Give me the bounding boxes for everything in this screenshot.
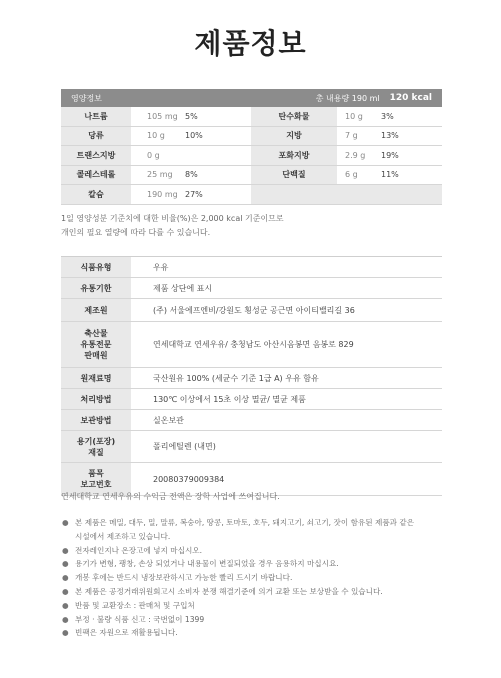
nutrient-amount: 10 g (345, 111, 363, 121)
info-value: 폴리에틸렌 (내면) (153, 442, 216, 451)
serving-size: 총 내용량 190 ml (315, 93, 380, 103)
nutrient-name: 단백질 (251, 166, 337, 185)
empty-cell-fill (251, 185, 442, 204)
list-item-text: 반품 및 교환장소 : 판매처 및 구입처 (75, 600, 195, 610)
list-item (61, 516, 451, 530)
bullet-icon: ● (62, 600, 69, 610)
notice-list (61, 516, 451, 640)
info-row (61, 431, 442, 463)
nutrient-amount: 105 mg (147, 111, 178, 121)
nutrient-percent: 13% (381, 131, 399, 141)
nutrient-name: 나트륨 (61, 107, 131, 126)
daily-value-note-line1: 1일 영양성분 기준치에 대한 비율(%)은 2,000 kcal 기준이므로 (61, 214, 284, 223)
page-title: 제품정보 (194, 27, 307, 60)
info-key: 원재료명 (61, 368, 131, 388)
nutrient-percent: 3% (381, 111, 394, 121)
list-item (61, 530, 451, 544)
list-item-text: 부정 · 불량 식품 신고 : 국번없이 1399 (75, 614, 205, 624)
bullet-icon: ● (62, 559, 69, 569)
info-row (61, 322, 442, 368)
list-item (61, 544, 451, 558)
list-item (61, 557, 451, 571)
nutrition-table (61, 89, 442, 205)
list-item-text: 시설에서 제조하고 있습니다. (75, 531, 171, 541)
info-row (61, 278, 442, 299)
nutrition-header-label: 영양정보 (71, 93, 102, 103)
info-key: 제조원 (61, 299, 131, 321)
nutrient-amount: 6 g (345, 170, 358, 180)
info-value: 제품 상단에 표시 (153, 283, 213, 293)
list-item-text: 본 제품은 메밀, 대두, 밀, 말류, 복숭아, 땅콩, 토마토, 호두, 돼지고기, 쇠고기, 잣이 함유된 제품과 같은 (75, 518, 415, 527)
info-row (61, 368, 442, 389)
nutrient-row (251, 146, 442, 166)
list-item (61, 599, 451, 613)
nutrient-amount: 0 g (147, 150, 160, 160)
info-key: 축산물 유통전문 판매원 (61, 322, 131, 367)
info-row (61, 299, 442, 322)
nutrient-percent: 8% (185, 170, 198, 180)
bullet-icon: ● (62, 545, 69, 555)
nutrient-name: 트랜스지방 (61, 146, 131, 165)
info-key: 용기(포장) 재질 (61, 431, 131, 462)
nutrient-row (61, 146, 251, 166)
nutrient-row (251, 107, 442, 127)
daily-value-note (61, 212, 284, 240)
nutrition-left-column (61, 107, 251, 205)
nutrition-header (61, 89, 442, 107)
info-row (61, 389, 442, 410)
nutrient-name: 당류 (61, 127, 131, 146)
nutrient-percent: 5% (185, 111, 198, 121)
info-row (61, 257, 442, 278)
bullet-icon: ● (62, 518, 69, 527)
nutrient-name: 지방 (251, 127, 337, 146)
nutrient-amount: 190 mg (147, 189, 178, 199)
info-row (61, 410, 442, 431)
list-item-text: 개봉 후에는 반드시 냉장보관하시고 가능한 빨리 드시기 바랍니다. (75, 573, 293, 583)
nutrient-name: 칼슘 (61, 185, 131, 204)
nutrient-name: 포화지방 (251, 146, 337, 165)
list-item-text: 용기가 변형, 팽창, 손상 되었거나 내용물이 변질되었을 경우 음용하지 마십시요. (75, 559, 339, 569)
nutrient-row (61, 166, 251, 186)
info-key: 품목 보고번호 (61, 463, 131, 495)
nutrient-name: 콜레스테롤 (61, 166, 131, 185)
product-info-table (61, 256, 442, 496)
list-item-text: 전자레인지나 온장고에 넣지 마십시오. (75, 545, 203, 555)
nutrient-percent (181, 146, 251, 165)
info-key: 보관방법 (61, 410, 131, 430)
info-key: 유통기한 (61, 278, 131, 298)
list-item (61, 613, 451, 627)
nutrient-row (61, 185, 251, 205)
bullet-icon: ● (62, 586, 69, 596)
bullet-icon: ● (62, 573, 69, 583)
info-key: 식품유형 (61, 257, 131, 277)
bullet-icon: ● (62, 614, 69, 624)
info-value: 연세대학교 연세우유/ 충청남도 아산시음봉면 음봉로 829 (153, 340, 354, 349)
info-value: 국산원유 100% (세균수 기준 1급 A) 우유 함유 (153, 373, 319, 383)
nutrient-row (251, 166, 442, 186)
profit-note: 연세대학교 연세우유의 수익금 전액은 장학 사업에 쓰여집니다. (61, 492, 280, 501)
bullet-icon: ● (62, 628, 69, 638)
nutrient-name: 탄수화물 (251, 107, 337, 126)
list-item-text: 본 제품은 공정거래위원회고시 소비자 분쟁 해결기준에 의거 교환 또는 보상받을 수 있습니다. (75, 586, 383, 596)
nutrient-amount: 10 g (147, 131, 165, 141)
nutrient-percent: 19% (381, 150, 399, 160)
list-item-text: 빈팩은 자원으로 재활용됩니다. (75, 628, 178, 638)
nutrient-row (61, 127, 251, 147)
info-value: 130℃ 이상에서 15초 이상 멸균/ 멸균 제품 (153, 394, 306, 404)
nutrient-percent: 27% (185, 189, 203, 199)
daily-value-note-line2: 개인의 필요 열량에 따라 다를 수 있습니다. (61, 228, 211, 237)
list-item (61, 585, 451, 599)
info-value: 우유 (153, 262, 169, 272)
nutrient-row (251, 127, 442, 147)
nutrient-row (61, 107, 251, 127)
nutrient-amount: 25 mg (147, 170, 173, 180)
info-value: (주) 서울에프엔비/강원도 횡성군 공근면 아이티밸리길 36 (153, 305, 355, 315)
calories: 120 kcal (389, 93, 432, 103)
nutrient-percent: 11% (381, 170, 399, 180)
empty-cell (251, 185, 442, 205)
info-value: 20080379009384 (153, 474, 225, 484)
info-value: 실온보관 (153, 415, 184, 425)
nutrition-right-column (251, 107, 442, 205)
nutrient-percent: 10% (185, 131, 203, 141)
nutrient-amount: 2.9 g (345, 150, 366, 160)
nutrient-amount: 7 g (345, 131, 358, 141)
list-item (61, 571, 451, 585)
info-key: 처리방법 (61, 389, 131, 409)
list-item (61, 626, 451, 640)
